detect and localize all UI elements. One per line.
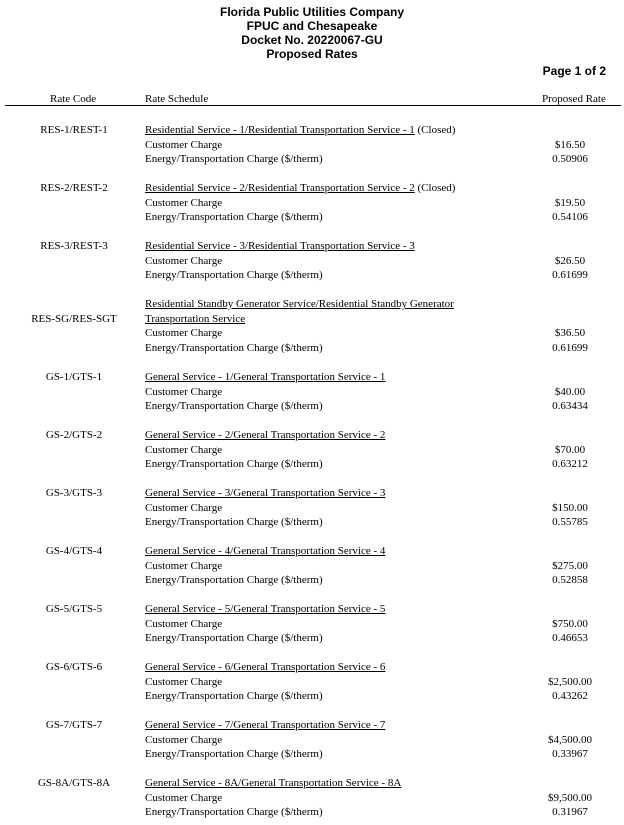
- rate-code: RES-3/REST-3: [40, 240, 108, 252]
- customer-charge-label: Customer Charge: [145, 791, 223, 804]
- rate-schedule-title: [145, 123, 455, 137]
- page-number: Page 1 of 2: [542, 64, 606, 78]
- rate-schedule-title: [145, 370, 385, 384]
- rate-schedule-status: (Closed): [414, 124, 456, 136]
- energy-charge-rate: 0.55785: [552, 516, 588, 528]
- customer-charge-label: Customer Charge: [145, 501, 223, 514]
- rate-schedule-title-text: General Service - 2/General Transportation Service - 2: [145, 429, 386, 441]
- customer-charge-rate: $36.50: [554, 327, 586, 339]
- rate-code: GS-1/GTS-1: [45, 371, 103, 383]
- rate-code: GS-2/GTS-2: [45, 429, 103, 441]
- customer-charge-label: Customer Charge: [145, 327, 223, 339]
- rate-code: GS-5/GTS-5: [45, 603, 103, 615]
- energy-charge-label: Energy/Transportation Charge ($/therm): [145, 153, 323, 165]
- rate-code: RES-1/REST-1: [40, 124, 108, 136]
- customer-charge-rate: $2,500.00: [548, 675, 592, 688]
- rate-schedule-title-text: Residential Standby Generator Service/Residential Standby Generator: [145, 298, 454, 310]
- rate-schedule-title: [145, 660, 385, 674]
- customer-charge-label: Customer Charge: [145, 443, 223, 456]
- energy-charge-label: Energy/Transportation Charge ($/therm): [145, 748, 323, 760]
- energy-charge-rate: 0.63434: [552, 400, 588, 412]
- rate-code: RES-SG/RES-SGT: [31, 312, 117, 325]
- rate-schedule-status: (Closed): [414, 182, 456, 194]
- rate-code: GS-8A/GTS-8A: [37, 777, 111, 789]
- energy-charge-label: Energy/Transportation Charge ($/therm): [145, 211, 323, 223]
- rate-schedule-title: [145, 544, 385, 558]
- docket-number: Docket No. 20220067-GU: [241, 33, 383, 47]
- energy-charge-rate: 0.52858: [552, 574, 588, 586]
- rate-schedule-title-text: Residential Service - 2/Residential Transportation Service - 2: [145, 182, 415, 194]
- energy-charge-rate: 0.50906: [552, 153, 588, 165]
- customer-charge-label: Customer Charge: [145, 385, 223, 398]
- rate-schedule-title-text: General Service - 1/General Transportation Service - 1: [145, 371, 386, 383]
- energy-charge-label: Energy/Transportation Charge ($/therm): [145, 458, 323, 470]
- company-subtitle: FPUC and Chesapeake: [246, 19, 378, 33]
- document-title: Proposed Rates: [266, 47, 358, 61]
- rate-schedule-title: [145, 428, 385, 442]
- rate-schedule-title-text: General Service - 7/General Transportation Service - 7: [145, 719, 386, 731]
- rate-schedule-title: [145, 718, 385, 732]
- customer-charge-rate: $9,500.00: [548, 791, 592, 804]
- energy-charge-label: Energy/Transportation Charge ($/therm): [145, 516, 323, 528]
- document-header: [0, 5, 624, 61]
- rate-schedule-title-text: Residential Service - 3/Residential Transportation Service - 3: [145, 240, 415, 252]
- rate-schedule-title-text: Transportation Service: [145, 312, 246, 325]
- energy-charge-label: Energy/Transportation Charge ($/therm): [145, 690, 323, 702]
- energy-charge-label: Energy/Transportation Charge ($/therm): [145, 341, 323, 354]
- rate-schedule-title: [145, 239, 415, 253]
- energy-charge-label: Energy/Transportation Charge ($/therm): [145, 806, 323, 818]
- customer-charge-label: Customer Charge: [145, 254, 223, 267]
- rate-schedule-title-text: Residential Service - 1/Residential Transportation Service - 1: [145, 124, 415, 136]
- rate-schedule-title-text: General Service - 4/General Transportation Service - 4: [145, 545, 386, 557]
- rate-code: GS-6/GTS-6: [45, 661, 103, 673]
- column-header-rate-schedule: Rate Schedule: [145, 93, 209, 105]
- column-header-rate-code: Rate Code: [50, 93, 97, 105]
- energy-charge-rate: 0.33967: [552, 748, 588, 760]
- energy-charge-rate: 0.46653: [552, 632, 588, 644]
- header-rule: [5, 105, 621, 106]
- rate-schedule-title-text: General Service - 5/General Transportation Service - 5: [145, 603, 386, 615]
- energy-charge-rate: 0.61699: [552, 269, 588, 281]
- energy-charge-rate: 0.31967: [552, 806, 588, 818]
- rate-schedule-title: [145, 602, 385, 616]
- customer-charge-rate: $150.00: [552, 501, 588, 514]
- customer-charge-rate: $275.00: [552, 559, 588, 572]
- company-name: Florida Public Utilities Company: [219, 5, 405, 19]
- customer-charge-rate: $70.00: [554, 443, 586, 456]
- rate-schedule-title: [145, 312, 245, 326]
- customer-charge-rate: $26.50: [554, 254, 586, 267]
- column-header-proposed-rate: Proposed Rate: [542, 93, 606, 105]
- energy-charge-label: Energy/Transportation Charge ($/therm): [145, 632, 323, 644]
- rate-schedule-title-text: General Service - 3/General Transportation Service - 3: [145, 487, 386, 499]
- customer-charge-label: Customer Charge: [145, 617, 223, 630]
- customer-charge-label: Customer Charge: [145, 138, 223, 151]
- customer-charge-rate: $19.50: [554, 196, 586, 209]
- rate-schedule-title: [145, 181, 455, 195]
- customer-charge-rate: $4,500.00: [548, 733, 592, 746]
- rate-code: GS-3/GTS-3: [45, 487, 103, 499]
- customer-charge-rate: $750.00: [552, 617, 588, 630]
- energy-charge-label: Energy/Transportation Charge ($/therm): [145, 400, 323, 412]
- rate-code: RES-2/REST-2: [40, 182, 108, 194]
- rate-schedule-title-text: General Service - 6/General Transportation Service - 6: [145, 661, 386, 673]
- energy-charge-label: Energy/Transportation Charge ($/therm): [145, 269, 323, 281]
- customer-charge-rate: $16.50: [554, 138, 586, 151]
- customer-charge-label: Customer Charge: [145, 733, 223, 746]
- energy-charge-rate: 0.43262: [552, 690, 588, 702]
- energy-charge-label: Energy/Transportation Charge ($/therm): [145, 574, 323, 586]
- energy-charge-rate: 0.61699: [552, 341, 588, 354]
- energy-charge-rate: 0.54106: [552, 211, 588, 223]
- customer-charge-rate: $40.00: [554, 385, 586, 398]
- rate-code: GS-4/GTS-4: [45, 545, 103, 557]
- rate-schedule-title: [145, 776, 401, 790]
- rate-schedule-title: [145, 486, 385, 500]
- customer-charge-label: Customer Charge: [145, 675, 223, 688]
- energy-charge-rate: 0.63212: [552, 458, 588, 470]
- rate-schedule-title: [145, 297, 454, 311]
- customer-charge-label: Customer Charge: [145, 196, 223, 209]
- rate-code: GS-7/GTS-7: [45, 719, 103, 731]
- customer-charge-label: Customer Charge: [145, 559, 223, 572]
- rate-schedule-title-text: General Service - 8A/General Transportation Service - 8A: [145, 777, 402, 789]
